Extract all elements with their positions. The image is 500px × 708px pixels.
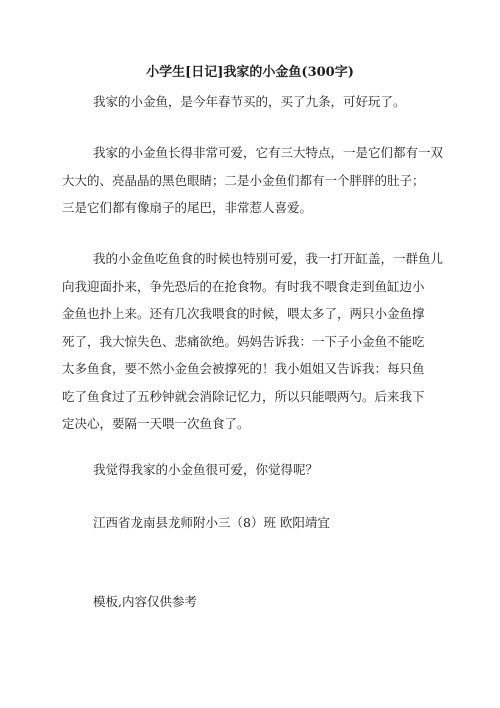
paragraph-feeding — [62, 245, 444, 438]
text-line: 我家的小金鱼长得非常可爱，它有三大特点，一是它们都有一双 — [93, 145, 444, 160]
paragraph-intro — [62, 88, 438, 116]
document-title: 小学生[日记]我家的小金鱼(300字) — [146, 65, 354, 80]
text-line: 死了，我大惊失色、悲痛欲绝。妈妈告诉我：一下子小金鱼不能吃 — [62, 333, 425, 349]
text-line: 金鱼也扑上来。还有几次我喂食的时候，喂太多了，两只小金鱼撑 — [62, 306, 425, 321]
paragraph-features — [62, 139, 444, 222]
text-line: 大大的、亮晶晶的黑色眼睛；二是小金鱼们都有一个胖胖的肚子； — [62, 172, 425, 188]
text-line: 定决心，要隔一天喂一次鱼食了。 — [62, 416, 250, 431]
text-line: 模板,内容仅供参考 — [93, 594, 197, 609]
text-line: 我的小金鱼吃鱼食的时候也特别可爱，我一打开缸盖，一群鱼儿 — [93, 251, 444, 266]
text-line: 我家的小金鱼，是今年春节买的，买了九条，可好玩了。 — [93, 94, 406, 109]
template-note — [62, 588, 438, 616]
paragraph-conclusion — [62, 456, 438, 484]
text-line: 吃了鱼食过了五秒钟就会消除记忆力，所以只能喂两勺。后来我下 — [62, 388, 425, 404]
text-line: 太多鱼食，要不然小金鱼会被撑死的！我小姐姐又告诉我：每只鱼 — [62, 361, 425, 376]
author-signature — [62, 509, 438, 537]
text-line: 三是它们都有像扇子的尾巴，非常惹人喜爱。 — [62, 200, 313, 215]
text-line: 江西省龙南县龙师附小三（8）班 欧阳靖宜 — [93, 515, 330, 530]
text-line: 我觉得我家的小金鱼很可爱，你觉得呢？ — [93, 462, 319, 477]
text-line: 向我迎面扑来，争先恐后的在抢食物。有时我不喂食走到鱼缸边小 — [62, 278, 425, 294]
